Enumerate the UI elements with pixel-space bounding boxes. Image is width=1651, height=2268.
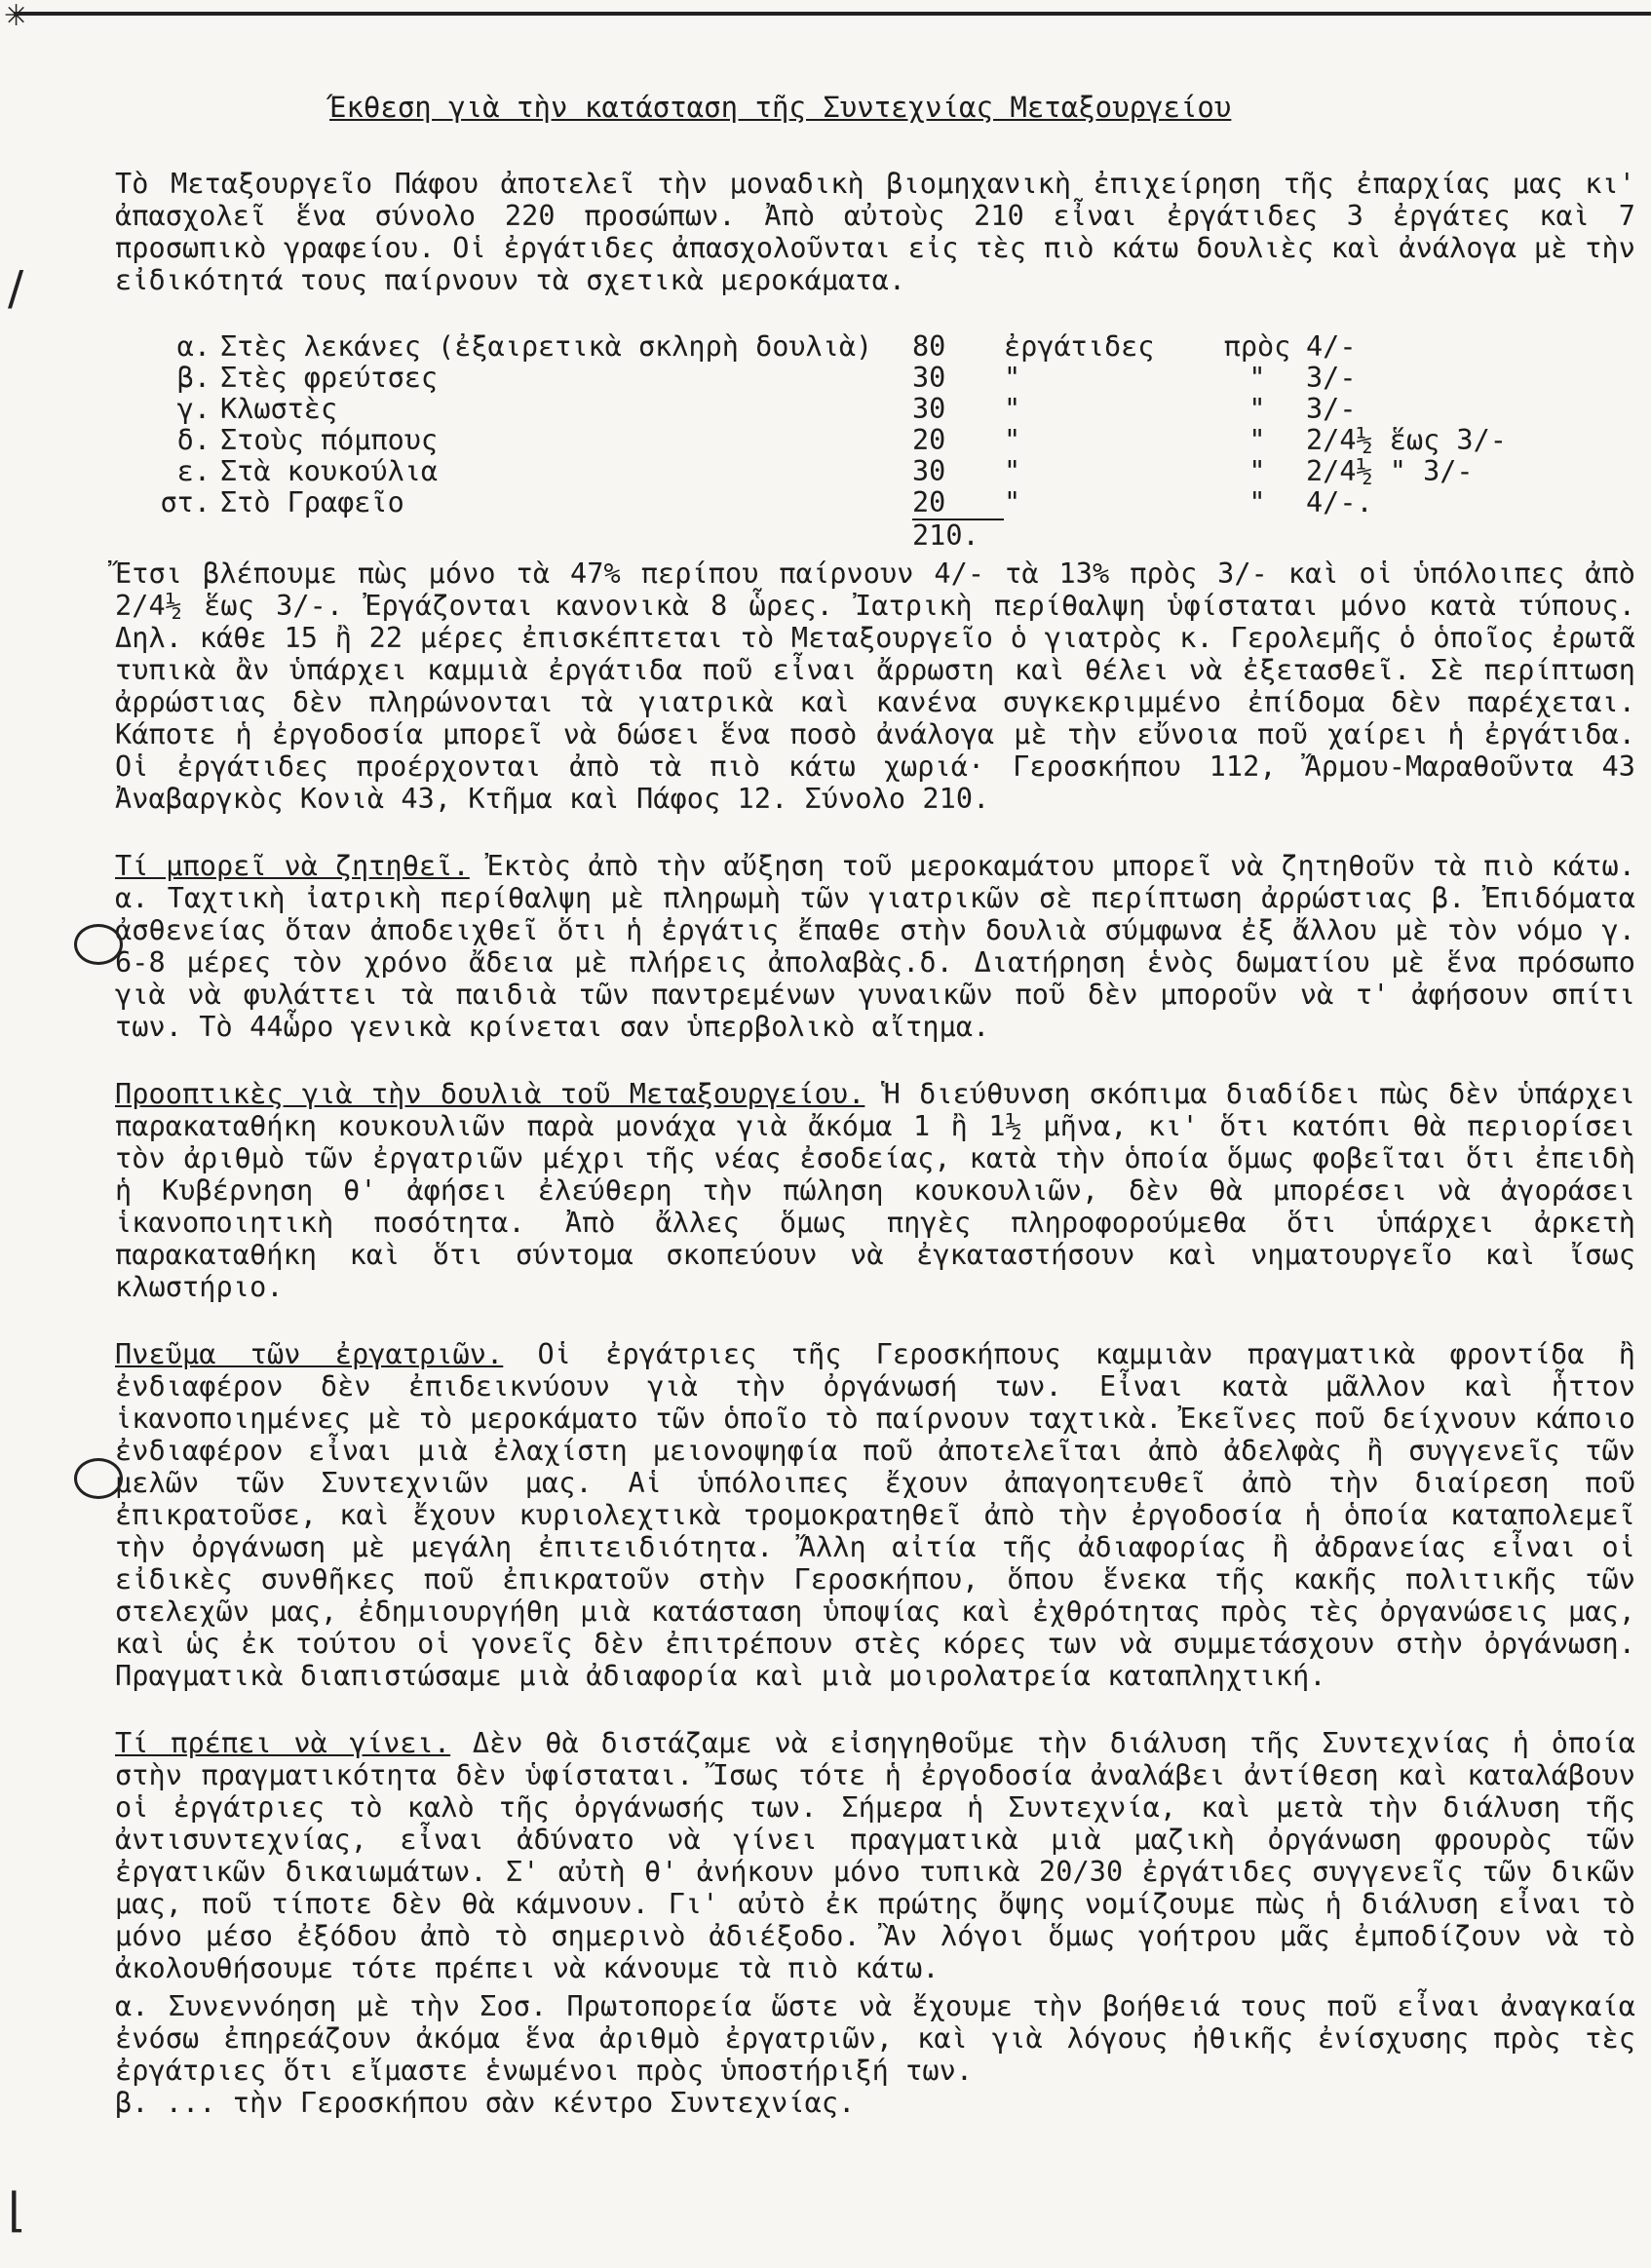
spirit-section <box>115 1338 1635 1692</box>
department-row <box>154 363 1517 394</box>
departments-total-row <box>154 519 1517 552</box>
prospects-heading: Προοπτικὲς γιὰ τὴν δουλιὰ τοῦ Μεταξουργείου. <box>115 1078 865 1110</box>
cut-off-line: β. ... τὴν Γεροσκήπου σὰν κέντρο Συντεχνίας. <box>115 2087 856 2119</box>
department-unit: " <box>1004 455 1021 487</box>
department-rate: 2/4½ " 3/- <box>1306 455 1474 487</box>
department-unit: " <box>1004 486 1021 519</box>
report-title: Έκθεση γιὰ τὴν κατάσταση τῆς Συντεχνίας Μεταξουργείου <box>329 91 1232 124</box>
department-label: Στὲς φρεύτσες <box>220 362 439 394</box>
department-rate: 3/- <box>1306 393 1357 425</box>
department-rate: 3/- <box>1306 362 1357 394</box>
department-letter: δ. <box>176 424 211 456</box>
margin-circle-mark-icon <box>74 924 123 965</box>
final-paragraph: α. Συνεννόηση μὲ τὴν Σοσ. Πρωτοπορεία ὥστε νὰ ἔχουμε τὴν βοήθειά τους ποῦ εἶναι ἀναγκαία ἐνόσω ἐπηρεάζουν ἀκόμα ἕνα ἀριθμὸ ἐργατριῶν, καὶ γιὰ λόγους ἠθικῆς ἐνίσχυσης πρὸς τὲς ἐργάτριες ὅτι εἴμαστε ἑνωμένοι πρὸς ὑποστήριξή των. <box>115 1990 1635 2087</box>
prospects-section <box>115 1078 1635 1303</box>
department-count: 30 <box>912 393 946 425</box>
department-rate: 2/4½ ἕως 3/- <box>1306 424 1507 456</box>
department-count: 30 <box>912 362 946 394</box>
department-letter: στ. <box>160 486 211 519</box>
demands-body: Ἐκτὸς ἀπὸ τὴν αὔξηση τοῦ μεροκαμάτου μπορεῖ νὰ ζητηθοῦν τὰ πιὸ κάτω. α. Ταχτικὴ ἰατρικὴ περίθαλψη μὲ πληρωμὴ τῶν γιατρικῶν σὲ περίπτωση ἀρρώστιας β. Ἐπιδόματα ἀσθενείας ὅταν ἀποδειχθεῖ ὅτι ἡ ἐργάτις ἔπαθε στὴν δουλιὰ σύμφωνα ἐξ ἄλλου μὲ τὸν νόμο γ. 6-8 μέρες τὸν χρόνο ἄδεια μὲ πλήρεις ἀπολαβὰς.δ. Διατήρηση ἑνὸς δωματίου μὲ ἕνα πρόσωπο γιὰ νὰ φυλάττει τὰ παιδιὰ τῶν παντρεμένων γυναικῶν ποῦ δὲν μποροῦν νὰ τ' ἀφήσουν σπίτι των. Τὸ 44ὧρο γενικὰ κρίνεται σαν ὑπερβολικὸ αἴτημα. <box>115 850 1635 1043</box>
department-rate: 4/- <box>1306 330 1357 363</box>
department-label: Στὸ Γραφεῖο <box>220 486 404 519</box>
demands-section <box>115 850 1635 1043</box>
department-ditto: " <box>1248 393 1266 425</box>
department-label: Κλωστὲς <box>220 393 338 425</box>
department-unit: " <box>1004 393 1021 425</box>
department-letter: α. <box>176 330 211 363</box>
departments-total: 210. <box>912 519 1004 552</box>
department-unit: ἐργάτιδες <box>1004 330 1155 363</box>
margin-circle-mark-icon <box>74 1458 123 1499</box>
todo-heading: Τί πρέπει νὰ γίνει. <box>115 1727 451 1759</box>
department-label: Στοὺς πόμπους <box>220 424 439 456</box>
department-count: 20 <box>912 486 946 519</box>
department-ditto: πρὸς <box>1223 330 1291 363</box>
department-ditto: " <box>1248 424 1266 456</box>
department-row <box>154 487 1517 519</box>
department-ditto: " <box>1248 455 1266 487</box>
wages-paragraph: Ἔτσι βλέπουμε πὼς μόνο τὰ 47% περίπου παίρνουν 4/- τὰ 13% πρὸς 3/- καὶ οἱ ὑπόλοιπες ἀπὸ 2/4½ ἕως 3/-. Ἐργάζονται κανονικὰ 8 ὧρες. Ἰατρικὴ περίθαλψη ὑφίσταται μόνο κατὰ τύπους. Δηλ. κάθε 15 ἢ 22 μέρες ἐπισκέπτεται τὸ Μεταξουργεῖο ὁ γιατρὸς κ. Γερολεμῆς ὁ ὁποῖος ἐρωτᾶ τυπικὰ ἂν ὑπάρχει καμμιὰ ἐργάτιδα ποῦ εἶναι ἄρρωστη καὶ θέλει νὰ ἐξετασθεῖ. Σὲ περίπτωση ἀρρώστιας δὲν πληρώνονται τὰ γιατρικὰ καὶ κανένα συγκεκριμμένο ἐπίδομα δὲν παρέχεται. Κάποτε ἡ ἐργοδοσία μπορεῖ νὰ δώσει ἕνα ποσὸ ἀνάλογα μὲ τὴν εὔνοια ποῦ χαίρει ἡ ἐργάτιδα. Οἱ ἐργάτιδες προέρχονται ἀπὸ τὰ πιὸ κάτω χωριά· Γεροσκήπου 112, Ἄρμου-Μαραθοῦντα 43 Ἀναβαργκὸς Κονιὰ 43, Κτῆμα καὶ Πάφος 12. Σύνολο 210. <box>115 557 1635 815</box>
margin-bracket-bottom-icon: ⌊ <box>8 2183 26 2238</box>
department-row <box>154 394 1517 425</box>
demands-heading: Τί μπορεῖ νὰ ζητηθεῖ. <box>115 850 470 882</box>
department-rate: 4/-. <box>1306 486 1373 519</box>
department-count: 80 <box>912 330 946 363</box>
todo-section <box>115 1727 1635 1984</box>
department-row <box>154 331 1517 363</box>
department-row <box>154 456 1517 487</box>
department-letter: β. <box>176 362 211 394</box>
margin-bracket-icon: / <box>8 261 24 316</box>
department-label: Στὰ κουκούλια <box>220 455 439 487</box>
todo-body: Δὲν θὰ διστάζαμε νὰ εἰσηγηθοῦμε τὴν διάλυση τῆς Συντεχνίας ἡ ὁποία στὴν πραγματικότητα δὲν ὑφίσταται. Ἴσως τότε ἡ ἐργοδοσία ἀναλάβει ἀντίθεση καὶ καταλάβουν οἱ ἐργάτριες τὸ καλὸ τῆς ὀργάνωσής των. Σήμερα ἡ Συντεχνία, καὶ μετὰ τὴν διάλυση τῆς ἀντισυντεχνίας, εἶναι ἀδύνατο νὰ γίνει πραγματικὰ μιὰ μαζικὴ ὀργάνωση φρουρὸς τῶν ἐργατικῶν δικαιωμάτων. Σ' αὐτὴ θ' ἀνήκουν μόνο τυπικὰ 20/30 ἐργάτιδες συγγενεῖς τῶν δικῶν μας, ποῦ τίποτε δὲν θὰ κάμνουν. Γι' αὐτὸ ἐκ πρώτης ὄψης νομίζουμε πὼς ἡ διάλυση εἶναι τὸ μόνο μέσο ἐξόδου ἀπὸ τὸ σημερινὸ ἀδιέξοδο. Ἂν λόγοι ὅμως γοήτρου μᾶς ἐμποδίζουν νὰ τὸ ἀκολουθήσουμε τότε πρέπει νὰ κάνουμε τὰ πιὸ κάτω. <box>115 1727 1635 1984</box>
department-unit: " <box>1004 362 1021 394</box>
department-row <box>154 425 1517 456</box>
department-label: Στὲς λεκάνες (ἐξαιρετικὰ σκληρὴ δουλιὰ) <box>220 330 873 363</box>
departments-table <box>154 331 1517 552</box>
department-count: 30 <box>912 455 946 487</box>
top-rule <box>14 12 1651 16</box>
department-ditto: " <box>1248 362 1266 394</box>
prospects-body: Ἡ διεύθυνση σκόπιμα διαδίδει πὼς δὲν ὑπάρχει παρακαταθήκη κουκουλιῶν παρὰ μονάχα γιὰ ἄκόμα 1 ἢ 1½ μῆνα, κι' ὅτι κατόπι θὰ περιορίσει τὸν ἀριθμὸ τῶν ἐργατριῶν μέχρι τῆς νέας ἐσοδείας, κατὰ τὴν ὁποία ὅμως φοβεῖται ὅτι ἐπειδὴ ἡ Κυβέρνηση θ' ἀφήσει ἐλεύθερη τὴν πώληση κουκουλιῶν, δὲν θὰ μπορέσει νὰ ἀγοράσει ἱκανοποιητικὴ ποσότητα. Ἀπὸ ἄλλες ὅμως πηγὲς πληροφορούμεθα ὅτι ὑπάρχει ἀρκετὴ παρακαταθήκη καὶ ὅτι σύντομα σκοπεύουν νὰ ἐγκαταστήσουν καὶ νηματουργεῖο καὶ ἴσως κλωστήριο. <box>115 1078 1635 1303</box>
department-ditto: " <box>1248 486 1266 519</box>
department-count: 20 <box>912 424 946 456</box>
department-letter: γ. <box>176 393 211 425</box>
department-unit: " <box>1004 424 1021 456</box>
department-letter: ε. <box>176 455 211 487</box>
corner-scribble-icon: ✳ <box>4 0 29 33</box>
spirit-body: Οἱ ἐργάτριες τῆς Γεροσκήπους καμμιὰν πραγματικὰ φροντίδα ἢ ἐνδιαφέρον δὲν ἐπιδεικνύουν γιὰ τὴν ὀργάνωσή των. Εἶναι κατὰ μᾶλλον καὶ ἧττον ἱκανοποιημένες μὲ τὸ μεροκάματο τῶν ὁποῖο τὸ παίρνουν ταχτικὰ. Ἐκεῖνες ποῦ δείχνουν κάποιο ἐνδιαφέρον εἶναι μιὰ ἐλαχίστη μειονοψηφία ποῦ ἀποτελεῖται ἀπὸ ἀδελφὰς ἢ συγγενεῖς τῶν μελῶν τῶν Συντεχνιῶν μας. Αἱ ὑπόλοιπες ἔχουν ἀπαγοητευθεῖ ἀπὸ τὴν διαίρεση ποῦ ἐπικρατοῦσε, καὶ ἔχουν κυριολεχτικὰ τρομοκρατηθεῖ ἀπὸ τὴν ἐργοδοσία ἡ ὁποία καταπολεμεῖ τὴν ὀργάνωση μὲ μεγάλη ἐπιτειδιότητα. Ἄλλη αἰτία τῆς ἀδιαφορίας ἢ ἀδρανείας εἶναι οἱ εἰδικὲς συνθῆκες ποῦ ἐπικρατοῦν στὴν Γεροσκήπου, ὅπου ἕνεκα τῆς κακῆς πολιτικῆς τῶν στελεχῶν μας, ἐδημιουργήθη μιὰ κατάσταση ὑποψίας καὶ ἐχθρότητας πρὸς τὲς ὀργανώσεις μας, καὶ ὡς ἐκ τούτου οἱ γονεῖς δὲν ἐπιτρέπουν στὲς κόρες των νὰ συμμετάσχουν στὴν ὀργάνωση. Πραγματικὰ διαπιστώσαμε μιὰ ἀδιαφορία καὶ μιὰ μοιρολατρεία καταπληχτική. <box>115 1338 1635 1692</box>
spirit-heading: Πνεῦμα τῶν ἐργατριῶν. <box>115 1338 504 1370</box>
intro-paragraph: Τὸ Μεταξουργεῖο Πάφου ἀποτελεῖ τὴν μοναδικὴ βιομηχανικὴ ἐπιχείρηση τῆς ἐπαρχίας μας κι' ἀπασχολεῖ ἕνα σύνολο 220 προσώπων. Ἀπὸ αὐτοὺς 210 εἶναι ἐργάτιδες 3 ἐργάτες καὶ 7 προσωπικὸ γραφείου. Οἱ ἐργάτιδες ἀπασχολοῦνται εἰς τὲς πιὸ κάτω δουλιὲς καὶ ἀνάλογα μὲ τὴν εἰδικότητά τους παίρνουν τὰ σχετικὰ μεροκάματα. <box>115 168 1635 296</box>
